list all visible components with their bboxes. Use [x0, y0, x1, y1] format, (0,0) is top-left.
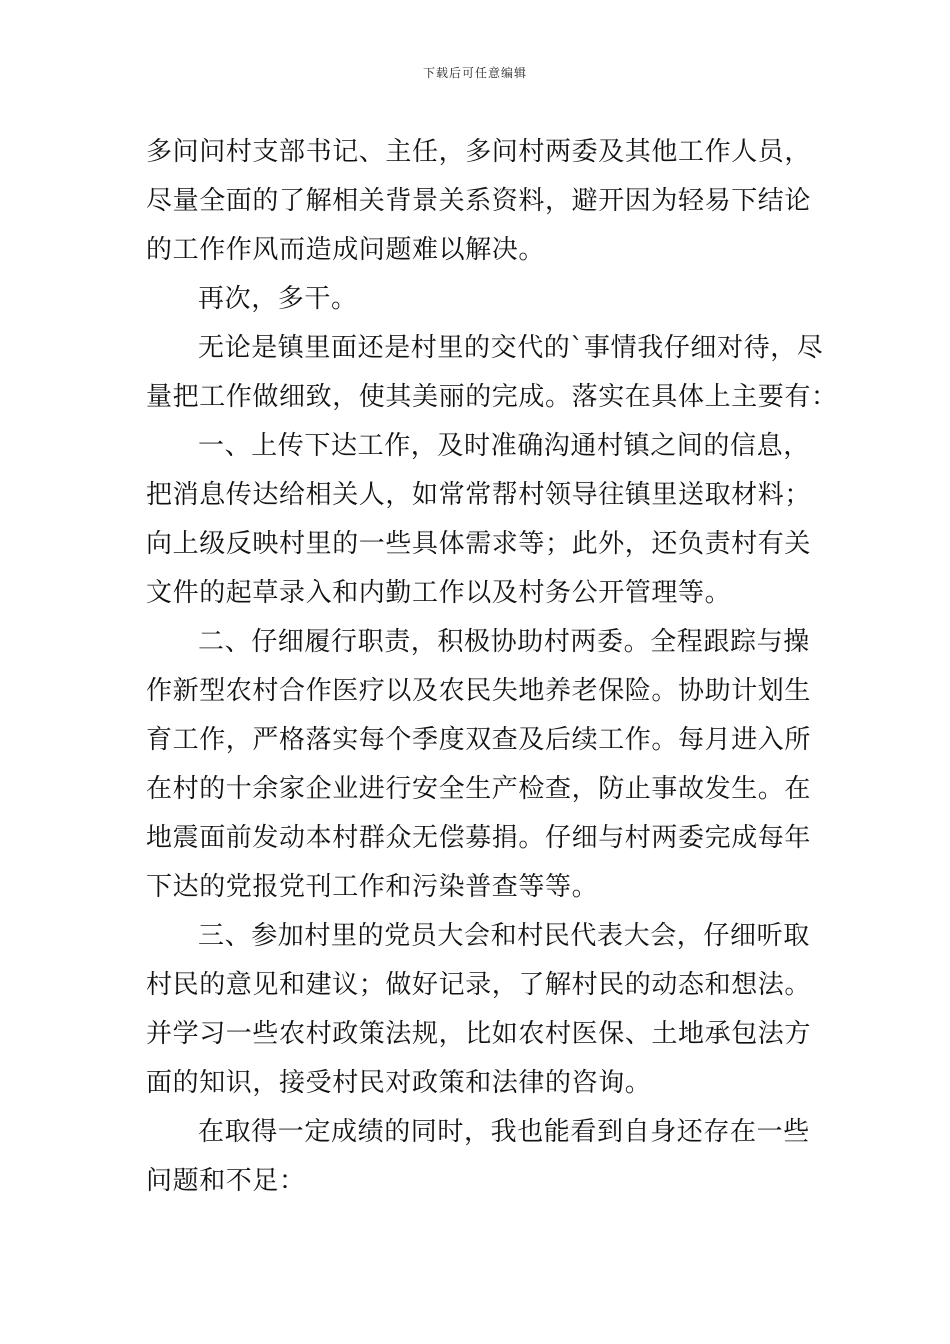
text-line: 作新型农村合作医疗以及农民失地养老保险。协助计划生 — [146, 676, 812, 706]
text-line: 再次，多干。 — [198, 284, 358, 314]
paragraph-5 — [146, 618, 810, 912]
text-line: 村民的意见和建议；做好记录，了解村民的动态和想法。 — [146, 970, 812, 1000]
text-line: 地震面前发动本村群众无偿募捐。仔细与村两委完成每年 — [146, 823, 812, 853]
text-line: 问题和不足： — [146, 1166, 306, 1196]
paragraph-4 — [146, 422, 810, 618]
text-line: 文件的起草录入和内勤工作以及村务公开管理等。 — [146, 578, 732, 608]
text-line: 二、仔细履行职责，积极协助村两委。全程跟踪与操 — [198, 627, 810, 657]
paragraph-3 — [146, 324, 838, 422]
page-header: 下载后可任意编辑 — [422, 66, 527, 80]
text-line: 多问问村支部书记、主任，多问村两委及其他工作人员， — [146, 137, 812, 167]
document-body — [146, 128, 838, 1206]
text-line: 在取得一定成绩的同时，我也能看到自身还存在一些 — [198, 1117, 810, 1147]
text-line: 一、上传下达工作，及时准确沟通村镇之间的信息， — [198, 431, 810, 461]
text-line: 向上级反映村里的一些具体需求等；此外，还负责村有关 — [146, 529, 812, 559]
paragraph-2 — [146, 275, 810, 324]
text-line: 量把工作做细致，使其美丽的完成。落实在具体上主要有： — [146, 382, 838, 412]
paragraph-7 — [146, 1108, 810, 1206]
text-line: 面的知识，接受村民对政策和法律的咨询。 — [146, 1068, 652, 1098]
text-line: 并学习一些农村政策法规，比如农村医保、土地承包法方 — [146, 1019, 812, 1049]
paragraph-1 — [146, 128, 810, 275]
text-line: 三、参加村里的党员大会和村民代表大会，仔细听取 — [198, 921, 810, 951]
text-line: 无论是镇里面还是村里的交代的`事情我仔细对待，尽 — [198, 333, 824, 363]
text-line: 育工作，严格落实每个季度双查及后续工作。每月进入所 — [146, 725, 812, 755]
text-line: 的工作作风而造成问题难以解决。 — [146, 235, 546, 265]
text-line: 把消息传达给相关人，如常常帮村领导往镇里送取材料； — [146, 480, 812, 510]
text-line: 下达的党报党刊工作和污染普查等等。 — [146, 872, 599, 902]
paragraph-6 — [146, 912, 810, 1108]
text-line: 在村的十余家企业进行安全生产检查，防止事故发生。在 — [146, 774, 812, 804]
text-line: 尽量全面的了解相关背景关系资料，避开因为轻易下结论 — [146, 186, 812, 216]
